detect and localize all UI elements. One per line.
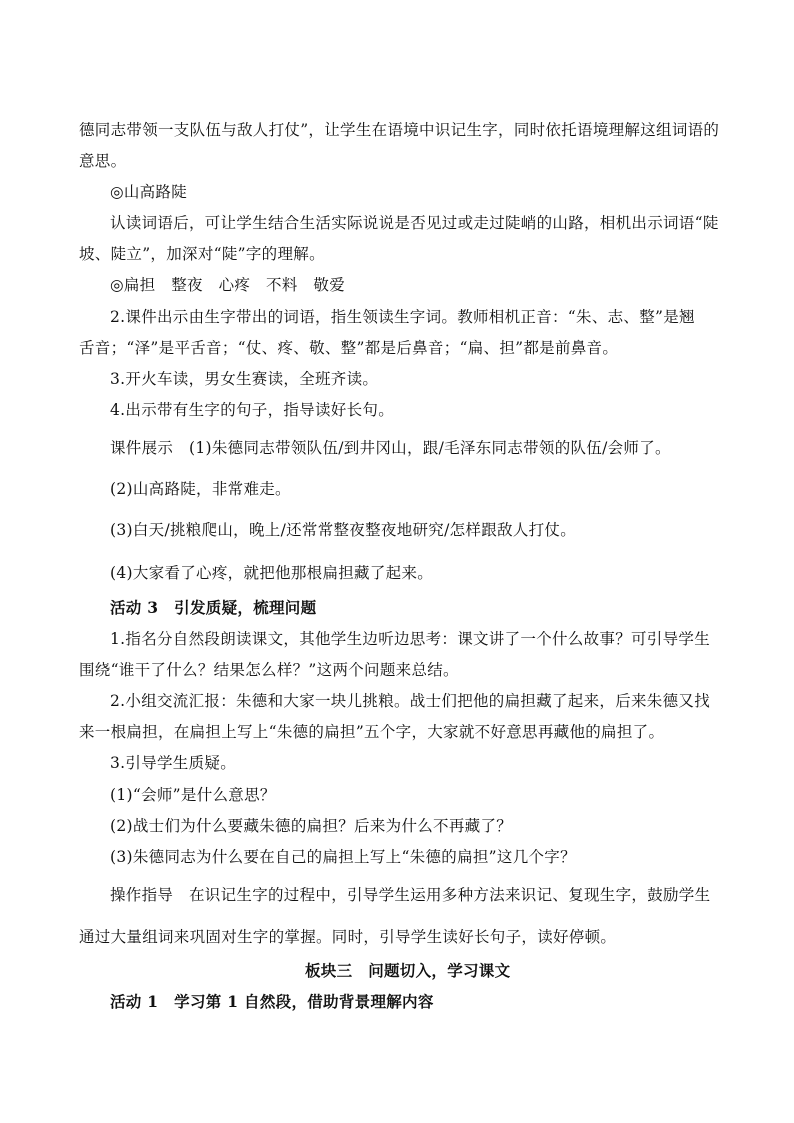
- vocab-group-heading: ◎山高路陡: [110, 183, 188, 201]
- paragraph-line: 4.出示带有生字的句子，指导读好长句。: [110, 401, 394, 419]
- courseware-line: (3)白天/挑粮爬山，晚上/还常常整夜整夜地研究/怎样跟敌人打仗。: [110, 521, 577, 539]
- paragraph-line: 1.指名分自然段朗读课文，其他学生边听边思考：课文讲了一个什么故事？可引导学生: [110, 630, 710, 648]
- paragraph-line: 来一根扁担，在扁担上写上“朱德的扁担”五个字，大家就不好意思再藏他的扁担了。: [79, 723, 665, 741]
- question-line: (3)朱德同志为什么要在自己的扁担上写上“朱德的扁担”这几个字？: [110, 848, 576, 866]
- section-title: 板块三 问题切入，学习课文: [305, 961, 511, 980]
- guidance-line: 操作指导 在识记生字的过程中，引导学生运用多种方法来识记、复现生字，鼓励学生: [110, 886, 711, 904]
- paragraph-line: 认读词语后，可让学生结合生活实际说说是否见过或走过陡峭的山路，相机出示词语“陡: [110, 214, 719, 232]
- paragraph-line: 2.小组交流汇报：朱德和大家一块儿挑粮。战士们把他的扁担藏了起来，后来朱德又找: [110, 692, 710, 710]
- paragraph-line: 2.课件出示由生字带出的词语，指生领读生字词。教师相机正音：“朱、志、整”是翘: [110, 308, 695, 326]
- vocab-group-heading: ◎扁担 整夜 心疼 不料 敬爱: [110, 276, 346, 294]
- activity-heading: 活动 3 引发质疑，梳理问题: [110, 598, 317, 617]
- paragraph-line: 3.开火车读，男女生赛读，全班齐读。: [110, 370, 379, 388]
- question-line: (1)“会师”是什么意思？: [110, 786, 276, 804]
- paragraph-line: 舌音；“泽”是平舌音；“仗、疼、敬、整”都是后鼻音；“扁、担”都是前鼻音。: [79, 339, 619, 357]
- guidance-line: 通过大量组词来巩固对生字的掌握。同时，引导学生读好长句子，读好停顿。: [79, 928, 617, 946]
- paragraph-line: 德同志带领一支队伍与敌人打仗”，让学生在语境中识记生字，同时依托语境理解这组词语的: [79, 121, 720, 139]
- paragraph-line: 3.引导学生质疑。: [110, 754, 236, 772]
- courseware-line: (4)大家看了心疼，就把他那根扁担藏了起来。: [110, 564, 434, 582]
- paragraph-line: 坡、陡立”，加深对“陡”字的理解。: [79, 245, 325, 263]
- activity-heading: 活动 1 学习第 1 自然段，借助背景理解内容: [110, 992, 434, 1011]
- paragraph-line: 意思。: [79, 152, 127, 170]
- courseware-line: (2)山高路陡，非常难走。: [110, 480, 291, 498]
- question-line: (2)战士们为什么要藏朱德的扁担？后来为什么不再藏了？: [110, 817, 513, 835]
- paragraph-line: 围绕“谁干了什么？结果怎么样？”这两个问题来总结。: [79, 661, 459, 679]
- courseware-line: 课件展示 (1)朱德同志带领队伍/到井冈山，跟/毛泽东同志带领的队伍/会师了。: [110, 439, 671, 457]
